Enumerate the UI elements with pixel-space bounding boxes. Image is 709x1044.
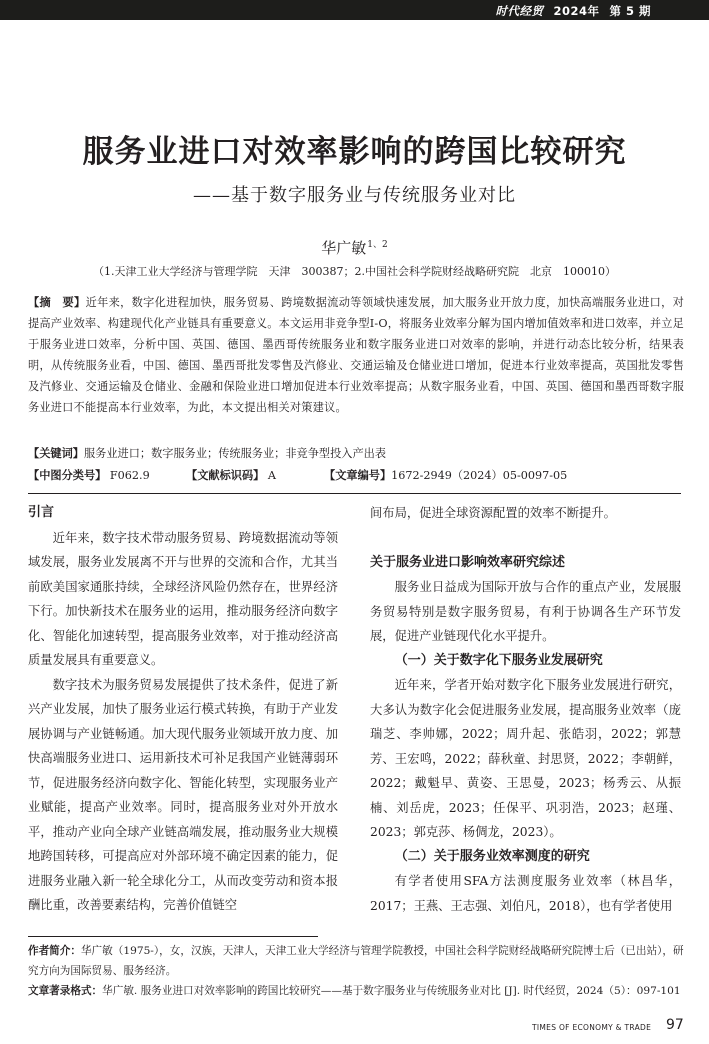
clc-label: 【中图分类号】 — [28, 469, 107, 482]
author-bio — [28, 941, 684, 981]
journal-name: 时代经贸 — [495, 4, 544, 18]
paragraph: 服务业日益成为国际开放与合作的重点产业，发展服务贸易特别是数字服务贸易，有利于协调各生产环节发展，促进产业链现代化水平提升。 — [370, 580, 681, 643]
footnotes — [28, 941, 684, 1001]
keywords — [28, 445, 684, 461]
author-bio-text: 华广敏（1975-），女，汉族，天津人，天津工业大学经济与管理学院教授，中国社会科学院财经战略研究院博士后（已出站），研究方向为国际贸易、服务经济。 — [28, 945, 684, 977]
journal-year: 2024年 — [553, 4, 600, 18]
citation-label: 文章著录格式： — [28, 985, 103, 997]
header-divider — [28, 493, 681, 494]
citation-text: 华广敏. 服务业进口对效率影响的跨国比较研究——基于数字服务业与传统服务业对比 [J]. 时代经贸，2024（5）：097-101 — [102, 985, 681, 997]
article-number-value: 1672-2949（2024）05-0097-05 — [391, 469, 568, 482]
article-number-label: 【文章编号】 — [324, 469, 392, 482]
section-spacer — [370, 526, 681, 551]
keywords-label: 【关键词】 — [28, 447, 84, 460]
abstract-label: 【摘 要】 — [28, 296, 86, 309]
abstract — [28, 293, 684, 418]
paragraph: 数字技术为服务贸易发展提供了技术条件，促进了新兴产业发展，加快了服务业运行模式转换，有助于产业发展协调与产业链畅通。加大现代服务业领域开放力度、加快高端服务业进口、运用新技术可补足我国产业链薄弱环节，促进服务经济向数字化、智能化转型，实现服务业产业赋能，提高产业效率。同时，提高服务业对外开放水平，推动产业向全球产业链高端发展，推动服务业大规模地跨国转移，可提高应对外部环境不确定因素的能力，促进服务业融入新一轮全球化分工，从而改变劳动和资本报酬比重，改善要素结构，完善价值链空 — [28, 677, 338, 912]
page-number: 97 — [666, 1017, 684, 1033]
abstract-text: 近年来，数字化进程加快，服务贸易、跨境数据流动等领域快速发展，加大服务业开放力度，加快高端服务业进口，对提高产业效率、构建现代化产业链具有重要意义。本文运用非竞争型I-O，将服务业效率分解为国内增加值效率和进口效率，并立足于服务业进口效率，分析中国、英国、德国、墨西哥传统服务业和数字服务业进口对效率的影响，并进行动态比较分析，结果表明，从传统服务业看，中国、德国、墨西哥批发零售及汽修业、交通运输及仓储业进口增加，促进本行业效率提高，英国批发零售及汽修业、交通运输及仓储业、金融和保险业进口增加促进本行业效率提高；从数字服务业看，中国、英国、德国和墨西哥数字服务业进口不能提高本行业效率，为此，本文提出相关对策建议。 — [28, 296, 684, 414]
body-column-right — [370, 501, 681, 918]
clc-value: F062.9 — [109, 469, 150, 482]
paragraph: 有学者使用SFA方法测度服务业效率（林昌华，2017；王燕、王志强、刘伯凡，2018），也有学者使用 — [370, 874, 681, 913]
paragraph: 近年来，数字技术带动服务贸易、跨境数据流动等领域发展，服务业发展离不开与世界的交流和合作，尤其当前欧美国家通胀持续，全球经济风险仍然存在，世界经济下行。加快新技术在服务业的运用，推动服务经济向数字化、智能化加速转型，提高服务业效率，对于推动经济高质量发展具有重要意义。 — [28, 530, 338, 667]
citation-format — [28, 981, 684, 1001]
doc-code — [186, 467, 276, 483]
author-name: 华广敏 — [321, 239, 367, 257]
footnote-rule — [28, 936, 318, 937]
keywords-text: 服务业进口；数字服务业；传统服务业；非竞争型投入产出表 — [83, 447, 387, 460]
subsection-heading-2: （二）关于服务业效率测度的研究 — [394, 848, 590, 864]
article-title: 服务业进口对效率影响的跨国比较研究 — [82, 134, 627, 170]
subsection-heading-1: （一）关于数字化下服务业发展研究 — [394, 652, 603, 668]
section-heading-review: 关于服务业进口影响效率研究综述 — [370, 554, 566, 570]
journal-header-text — [485, 3, 651, 19]
article-subtitle: ——基于数字服务业与传统服务业对比 — [193, 185, 516, 206]
author-bio-label: 作者简介： — [28, 945, 81, 957]
author-line — [0, 237, 709, 258]
clc-number — [28, 467, 150, 483]
doc-value: A — [267, 469, 276, 482]
author-affiliation-marks: 1、2 — [367, 240, 388, 250]
author-affiliation: （1.天津工业大学经济与管理学院 天津 300387；2.中国社会科学院财经战略研究院 北京 100010） — [93, 265, 616, 278]
paragraph-continued: 间布局，促进全球资源配置的效率不断提升。 — [370, 506, 616, 520]
article-number — [324, 467, 567, 483]
section-heading-introduction: 引言 — [28, 505, 55, 520]
journal-header-bar — [0, 0, 709, 20]
paragraph: 近年来，学者开始对数字化下服务业发展进行研究，大多认为数字化会促进服务业发展，提高服务业效率（庞瑞芝、李帅娜，2022；周升起、张皓羽，2022；郭慧芳、王宏鸣，2022；薛秋童、封思贤，2022；李朝鲜，2022；戴魁早、黄姿、王思曼，2023；杨秀云、从振楠、刘岳虎，2023；任保平、巩羽浩，2023；赵瑾、2023；郭克莎、杨倜龙，2023）。 — [370, 678, 681, 839]
body-column-left — [28, 501, 338, 918]
journal-issue: 第 5 期 — [609, 4, 651, 18]
doc-label: 【文献标识码】 — [186, 469, 265, 482]
journal-footer-name: TIMES OF ECONOMY & TRADE — [532, 1023, 652, 1032]
